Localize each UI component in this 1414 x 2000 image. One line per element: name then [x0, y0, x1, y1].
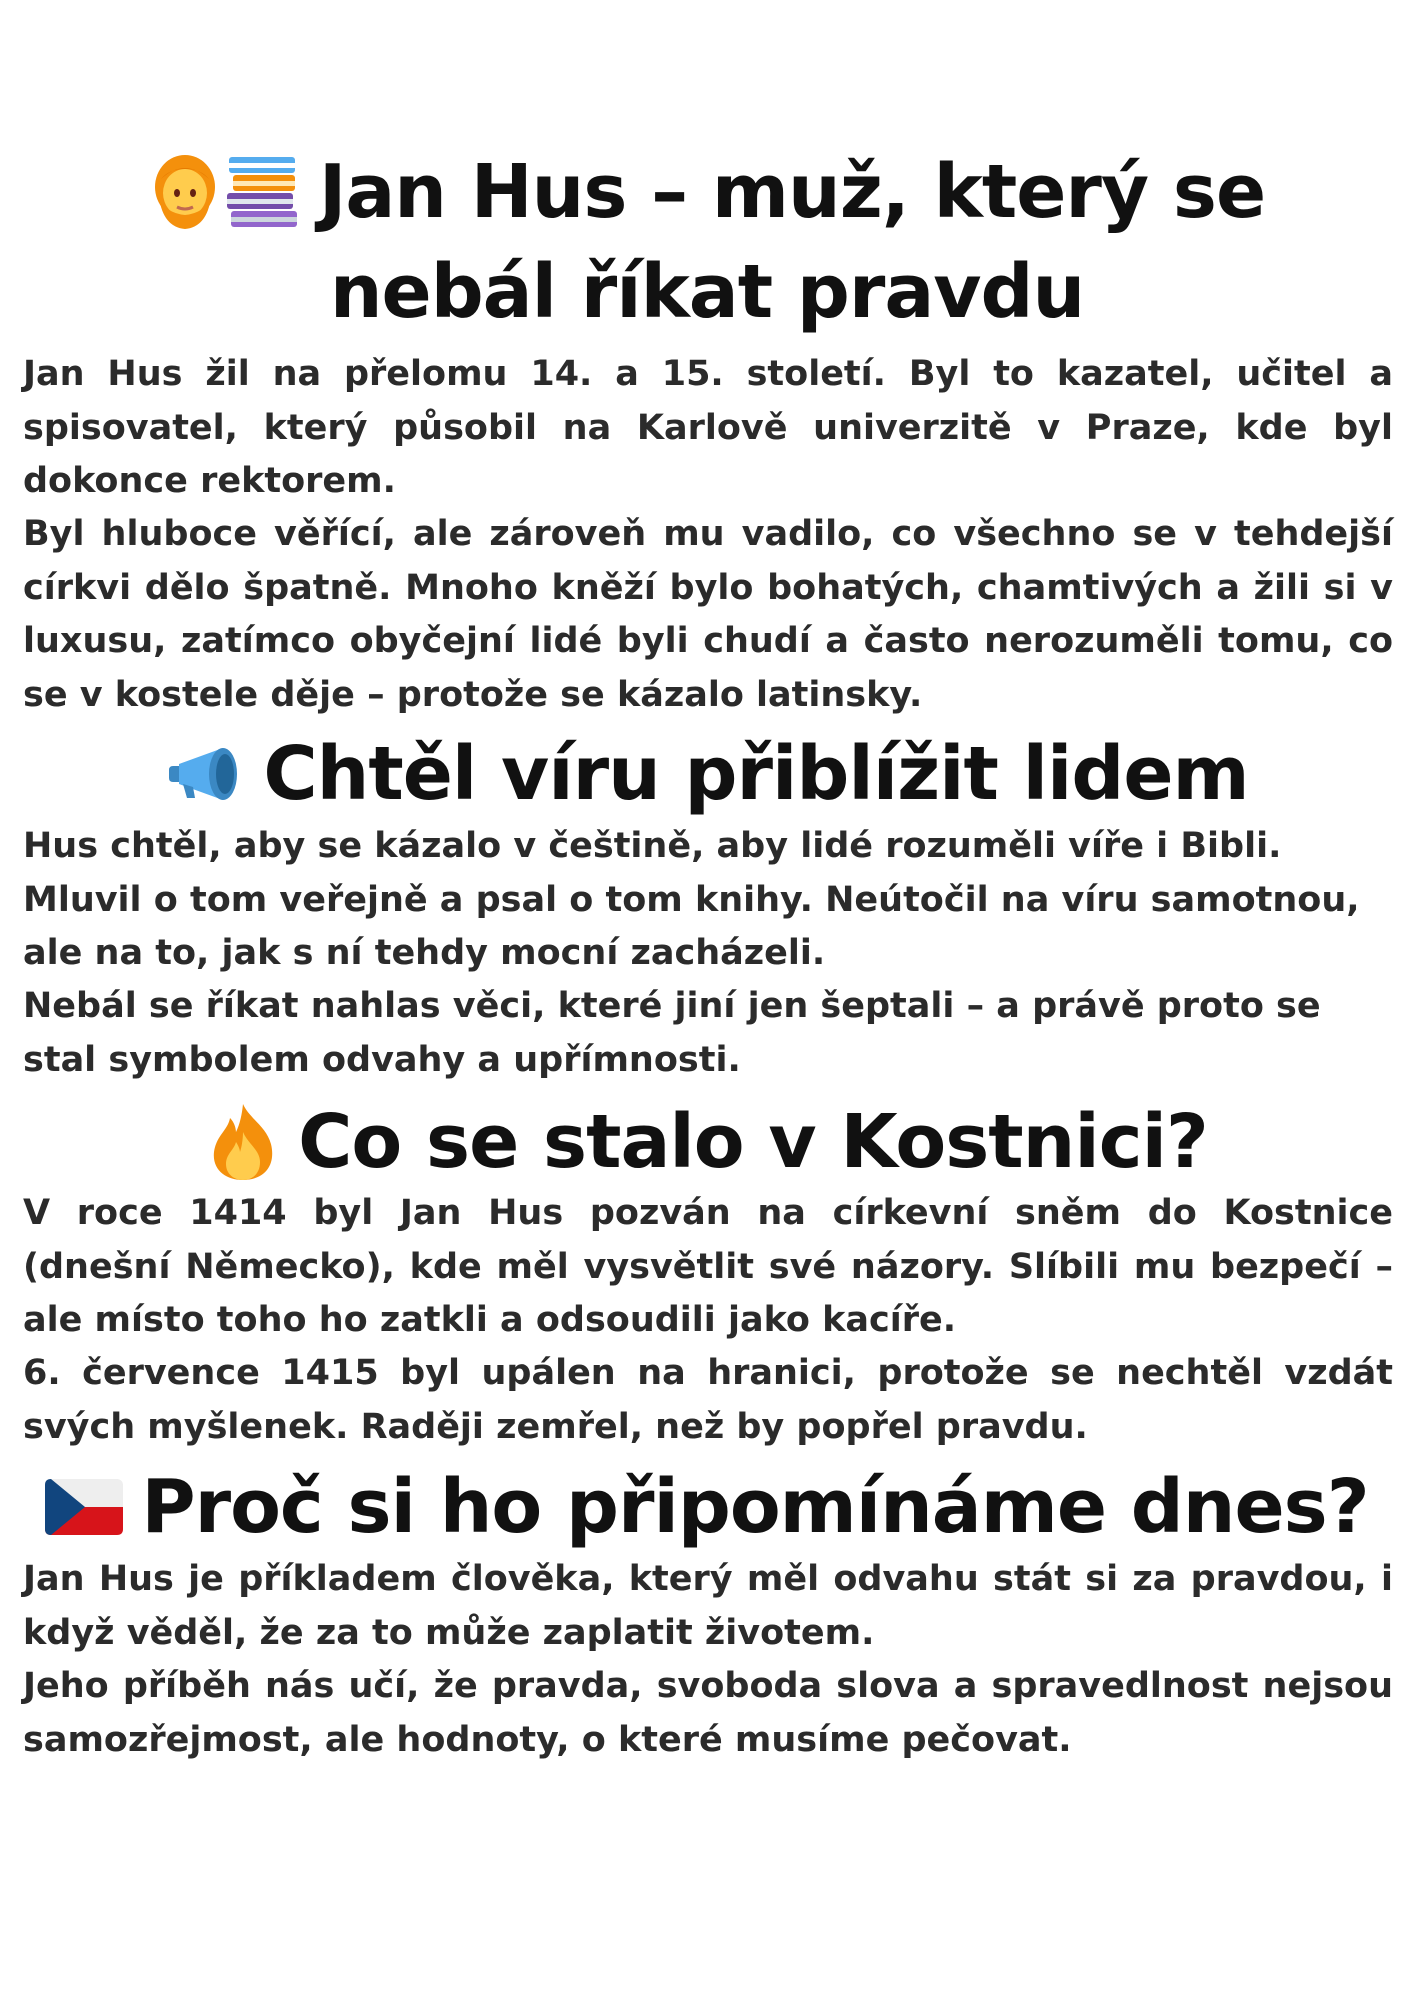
- intro-paragraph-1: Jan Hus žil na přelomu 14. a 15. století. Byl to kazatel, učitel a spisovatel, který působil na Karlově univerzitě v Praze, kde byl dokonce rektorem.: [23, 354, 1393, 501]
- section-heading-text-3: Proč si ho připomínáme dnes?: [141, 1464, 1369, 1550]
- intro-paragraph-2: Byl hluboce věřící, ale zároveň mu vadilo, co všechno se v tehdejší církvi dělo špatně. Mnoho kněží bylo bohatých, chamtivých a žili si v luxusu, zatímco obyčejní lidé byli chudí a často nerozuměli tomu, co se v kostele děje – protože se kázalo latinsky.: [23, 514, 1393, 715]
- section-heading-text-2: Co se stalo v Kostnici?: [298, 1099, 1208, 1185]
- page-title-line-1: [0, 140, 1414, 244]
- section-heading-2: [0, 1090, 1414, 1194]
- section-1-paragraph-1: Hus chtěl, aby se kázalo v češtině, aby lidé rozuměli víře i Bibli. Mluvil o tom veřejně a psal o tom knihy. Neútočil na víru samotnou, ale na to, jak s ní tehdy mocní zacházeli.: [23, 826, 1360, 973]
- megaphone-icon: [165, 744, 245, 804]
- czech-flag-icon: [45, 1479, 123, 1535]
- section-heading-3: [0, 1455, 1414, 1559]
- man-face-icon: [149, 153, 221, 231]
- page-title-line-2: [0, 240, 1414, 344]
- section-1-paragraph-2: Nebál se říkat nahlas věci, které jiní jen šeptali – a právě proto se stal symbolem odvahy a upřímnosti.: [23, 986, 1321, 1080]
- section-icon-3: [45, 1479, 123, 1535]
- fire-icon: [206, 1102, 280, 1182]
- section-3-paragraph-1: Jan Hus je příkladem člověka, který měl odvahu stát si za pravdou, i když věděl, že za to může zaplatit životem.: [23, 1559, 1393, 1653]
- section-3-paragraph-2: Jeho příběh nás učí, že pravda, svoboda slova a spravedlnost nejsou samozřejmost, ale hodnoty, o které musíme pečovat.: [23, 1666, 1393, 1760]
- section-icon-1: [165, 744, 245, 804]
- page-title-text-2: nebál říkat pravdu: [329, 249, 1085, 335]
- title-icons: [149, 153, 301, 231]
- page-title-text-1: Jan Hus – muž, který se: [318, 149, 1266, 235]
- section-heading-text-1: Chtěl víru přiblížit lidem: [263, 731, 1249, 817]
- books-icon: [225, 155, 301, 229]
- section-2-paragraph-2: 6. července 1415 byl upálen na hranici, protože se nechtěl vzdát svých myšlenek. Raději zemřel, než by popřel pravdu.: [23, 1353, 1393, 1447]
- section-heading-1: [0, 722, 1414, 826]
- section-icon-2: [206, 1102, 280, 1182]
- section-2-paragraph-1: V roce 1414 byl Jan Hus pozván na církevní sněm do Kostnice (dnešní Německo), kde měl vysvětlit své názory. Slíbili mu bezpečí – ale místo toho ho zatkli a odsoudili jako kacíře.: [23, 1193, 1393, 1340]
